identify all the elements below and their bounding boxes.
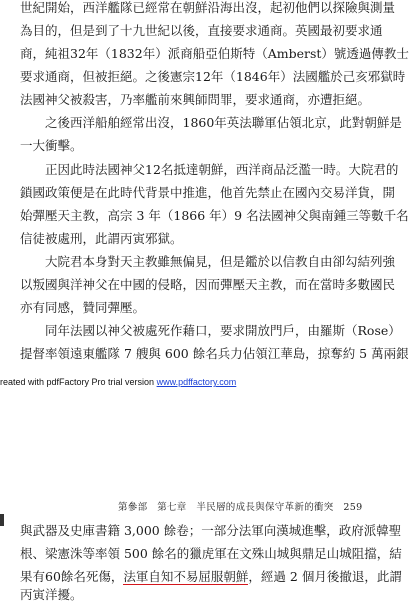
text-line: 要求通商，但被拒絕。之後憲宗12年（1846年）法國艦於己亥邪獄時	[20, 69, 406, 84]
pdf-creator-footer	[0, 376, 236, 388]
scan-mark	[0, 514, 4, 526]
text-line: 一大衝擊。	[20, 138, 83, 153]
text-line: 大院君本身對天主教雖無偏見，但是鑑於以信教自由卻勾結列強	[45, 254, 396, 269]
pdffactory-link[interactable]: www.pdffactory.com	[156, 377, 237, 387]
text-line: 以叛國與洋神父在中國的侵略，因而彈壓天主教，而在當時多數國民	[20, 277, 396, 292]
text-line-with-highlight	[20, 569, 402, 585]
text-line: 與武器及史庫書籍 3,000 餘卷；一部分法軍向漢城進擊，政府派韓聖	[20, 523, 402, 538]
text-line: 鎖國政策便是在此時代背景中推進，他首先禁止在國內交易洋貨，開	[20, 185, 396, 200]
text-line: 之後西洋船舶經常出沒，1860年英法聯軍佔領北京，此對朝鮮是	[45, 115, 402, 130]
text-line: 根、梁憲洙等率領 500 餘名的獵虎軍在文殊山城與鼎足山城阻擋，結	[20, 546, 402, 561]
text-line: 丙寅洋擾。	[20, 587, 83, 602]
text-line: 始彈壓天主教，高宗 3 年（1866 年）9 名法國神父與南鍾三等數千名	[20, 208, 409, 223]
text-line: 世紀開始，西洋艦隊已經常在朝鮮沿海出沒，起初他們以探險與測量	[20, 0, 396, 15]
text-line: 法國神父被殺害，乃率艦前來興師問罪，要求通商，亦遭拒絕。	[20, 92, 371, 107]
running-header: 第參部 第七章 半民層的成長與保守革新的衝突 259	[118, 502, 363, 513]
text-line: 提督率領遠東艦隊 7 艘與 600 餘名兵力佔領江華島，掠奪約 5 萬兩銀	[20, 346, 409, 361]
text-line: 信徒被處刑，此謂丙寅邪獄。	[20, 231, 183, 246]
text-line: 為目的，但是到了十九世紀以後，直接要求通商。英國最初要求通	[20, 23, 383, 38]
footer-text: reated with pdfFactory Pro trial version	[0, 377, 157, 387]
text-line: 商，純祖32年（1832年）派商船亞伯斯特（Amberst）號透過傳教士	[20, 46, 409, 61]
text-line: 正因此時法國神父12名抵達朝鮮，西洋商品泛濫一時。大院君的	[45, 162, 399, 177]
text-line: 亦有同感，贊同彈壓。	[20, 300, 146, 315]
text-line: 同年法國以神父被處死作藉口，要求開放門戶，由羅斯（Rose）	[45, 323, 401, 338]
text-segment: 果有60餘名死傷，	[20, 569, 124, 584]
red-underlined-phrase: 法軍自知不易屈服朝鮮	[123, 569, 249, 584]
text-segment: ，經過 2 個月後撤退，此謂	[248, 569, 402, 584]
